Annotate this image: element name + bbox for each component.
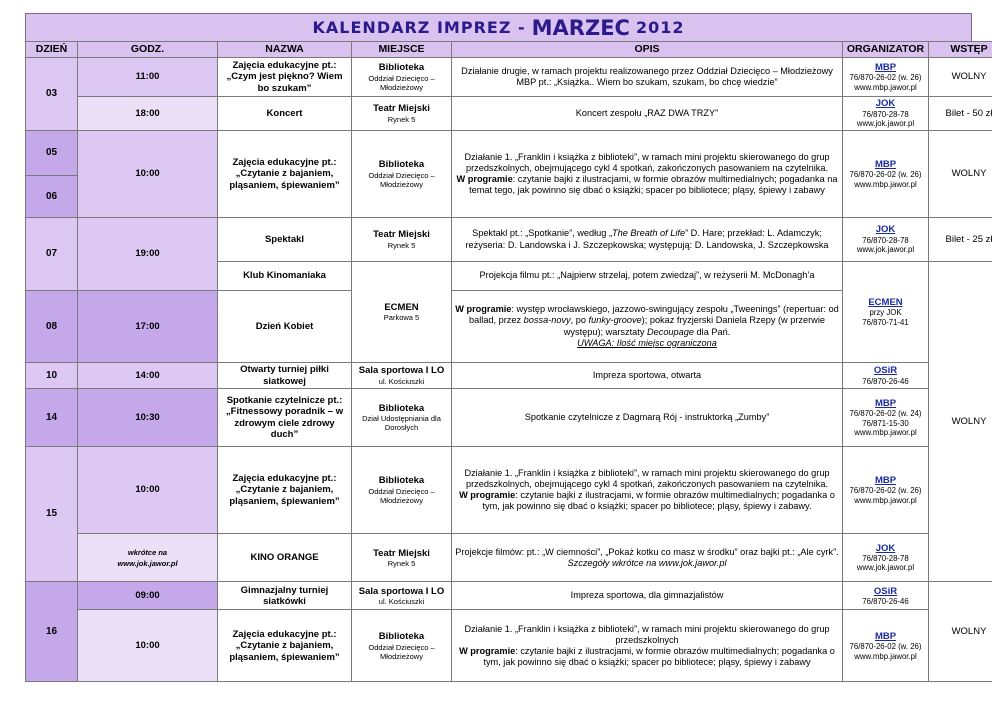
org-link[interactable]: MBP [874, 630, 897, 642]
desc-cell [452, 534, 843, 582]
event-name: Otwarty turniej piłki siatkowej [218, 363, 352, 389]
org-link[interactable]: OSiR [873, 585, 898, 597]
time-note-link[interactable]: www.jok.jawor.pl [117, 558, 178, 568]
fee-cell: Bilet - 50 zł [929, 97, 992, 131]
org-www: www.mbp.jawor.pl [854, 82, 917, 92]
title-year: 2012 [635, 18, 685, 37]
org-www: www.jok.jawor.pl [856, 563, 915, 573]
desc-cell: Spotkanie czytelnicze z Dagmarą Rój - instruktorką „Zumby” [452, 389, 843, 447]
place-name: ECMEN [384, 301, 419, 313]
event-name: Spotkanie czytelnicze pt.: „Fitnessowy poradnik – w zdrowym ciele zdrowy duch” [218, 389, 352, 447]
desc-program-label: W programie [456, 174, 513, 184]
time-cell: 10:00 [78, 447, 218, 534]
place-cell [352, 447, 452, 534]
desc-cell: Impreza sportowa, dla gimnazjalistów [452, 582, 843, 610]
org-cell [843, 262, 929, 363]
desc-text: , po [570, 315, 589, 326]
org-link[interactable]: JOK [875, 98, 896, 110]
desc-text: ” D. Hare; przekład: L. Adamczyk; reżyseria: D. Landowska i J. Szczepkowska; występują: D. Landowska, J. Szczepkowska [465, 228, 829, 250]
header-desc: OPIS [452, 42, 843, 58]
event-name: Dzień Kobiet [218, 291, 352, 363]
place-name: Biblioteka [378, 631, 425, 643]
fee-cell: Bilet - 25 zł [929, 218, 992, 262]
place-sub: Rynek 5 [387, 114, 416, 124]
desc-text: Projekcje filmów: pt.: „W ciemności”, „Pokaż kotku co masz w środku” oraz bajki pt.: „Ale cyrk”. [455, 546, 839, 557]
org-link[interactable]: ECMEN [868, 296, 903, 308]
table-row [26, 58, 992, 97]
place-cell [352, 58, 452, 97]
header-fee: WSTĘP [929, 42, 992, 58]
time-cell: 10:30 [78, 389, 218, 447]
org-link[interactable]: JOK [875, 224, 896, 236]
desc-text: dla Pań. [693, 326, 731, 337]
day-cell: 03 [26, 58, 78, 131]
event-name: Zajęcia edukacyjne pt.: „Czym jest piękno? Wiem bo szukam” [218, 58, 352, 97]
place-sub: Rynek 5 [387, 558, 416, 568]
calendar-title [25, 13, 972, 41]
header-row [26, 42, 992, 58]
place-cell [352, 610, 452, 682]
place-name: Teatr Miejski [373, 547, 430, 559]
org-phone: 76/870-28-78 [862, 554, 909, 564]
org-sub: przy JOK [869, 308, 902, 318]
time-cell: 11:00 [78, 58, 218, 97]
place-sub: ul. Kościuszki [378, 376, 425, 386]
org-www: www.mbp.jawor.pl [854, 651, 917, 661]
org-phone: 76/870-26-46 [862, 596, 909, 606]
place-cell [352, 262, 452, 363]
desc-text: funky-groove [588, 315, 642, 326]
place-cell [352, 97, 452, 131]
org-cell [843, 363, 929, 389]
desc-cell: Impreza sportowa, otwarta [452, 363, 843, 389]
desc-cell [452, 610, 843, 682]
event-name: Zajęcia edukacyjne pt.: „Czytanie z bajaniem, pląsaniem, śpiewaniem” [218, 447, 352, 534]
org-link[interactable]: MBP [874, 61, 897, 73]
time-cell: 10:00 [78, 131, 218, 218]
day-cell: 07 [26, 218, 78, 291]
desc-cell: Projekcja filmu pt.: „Najpierw strzelaj, potem zwiedzaj”, w reżyserii M. McDonagh’a [452, 262, 843, 291]
place-name: Biblioteka [378, 475, 425, 487]
desc-cell: Koncert zespołu „RAZ DWA TRZY” [452, 97, 843, 131]
place-sub: ul. Kościuszki [378, 597, 425, 607]
desc-text: ); pokaz fryzjerski Daniela Rzepy (w przerwie występu); warsztaty [563, 315, 825, 337]
org-cell [843, 610, 929, 682]
place-sub: Oddział Dziecięco – Młodzieżowy [368, 486, 435, 505]
time-cell: 17:00 [78, 291, 218, 363]
org-phone: 76/870-26-02 (w. 26) [849, 642, 922, 652]
desc-text: bossa-novy [523, 315, 571, 326]
place-cell [352, 363, 452, 389]
org-cell [843, 582, 929, 610]
time-cell: 09:00 [78, 582, 218, 610]
desc-cell: Działanie drugie, w ramach projektu realizowanego przez Oddział Dziecięco – Młodzieżowy MBP pt.: „Książka.. Wiem bo szukam, szukam, bo chcę wiedzie” [452, 58, 843, 97]
place-name: Biblioteka [378, 62, 425, 74]
events-table [25, 41, 992, 682]
place-name: Teatr Miejski [373, 103, 430, 115]
event-name: Koncert [218, 97, 352, 131]
desc-text: : czytanie bajki z ilustracjami, w formie obrazów multimedialnych; pogadanka na temat tego, jak powinno się dbać o książki; spacer po bibliotece; pląsy, śpiewy i zabawy [469, 174, 838, 196]
org-cell [843, 447, 929, 534]
calendar-page [25, 13, 992, 682]
org-phone: 76/870-26-02 (w. 26) [849, 170, 922, 180]
table-row [26, 610, 992, 682]
org-phone: 76/870-28-78 [862, 235, 909, 245]
org-phone: 76/870-26-02 (w. 26) [849, 486, 922, 496]
header-day: DZIEŃ [26, 42, 78, 58]
desc-text: : czytanie bajki z ilustracjami, w formie obrazów multimedialnych; pogadanka o tym, jak powinno się dbać o książki; spacer po bibliotece; pląsy, śpiewy i zabawy [483, 645, 835, 667]
org-link[interactable]: OSiR [873, 365, 898, 377]
org-phone: 76/870-28-78 [862, 109, 909, 119]
place-sub: Oddział Dziecięco – Młodzieżowy [368, 170, 435, 189]
place-cell [352, 389, 452, 447]
desc-text: Działanie 1. „Franklin i książka z biblioteki”, w ramach mini projektu skierowanego do grup przedszkolnych, obejmującego cykl 4 spotkań, zakończonych pasowaniem na czytelnika. [464, 151, 830, 173]
org-phone: 76/870-26-46 [862, 376, 909, 386]
desc-text: Działanie 1. „Franklin i książka z biblioteki”, w ramach mini projektu skierowanego do grup przedszkolnych [464, 623, 830, 645]
org-link[interactable]: MBP [874, 158, 897, 170]
table-row [26, 582, 992, 610]
desc-text: Decoupage [646, 326, 694, 337]
place-sub: Oddział Dziecięco – Młodzieżowy [368, 73, 435, 92]
place-cell [352, 218, 452, 262]
event-name: Zajęcia edukacyjne pt.: „Czytanie z bajaniem, pląsaniem, śpiewaniem” [218, 610, 352, 682]
desc-text: : czytanie bajki z ilustracjami, w formie obrazów multimedialnych; pogadanka o tym, jak powinno się dbać o książki; spacer po bibliotece; pląsy, śpiewy i zabawy. [482, 490, 835, 512]
desc-program-label: W programie [459, 645, 516, 656]
place-name: Sala sportowa I LO [358, 365, 445, 377]
org-phone: 76/870-26-02 (w. 24) [849, 409, 922, 419]
place-sub: Parkowa 5 [383, 313, 420, 323]
fee-cell: WOLNY [929, 262, 992, 582]
place-cell [352, 131, 452, 218]
org-www: www.jok.jawor.pl [856, 245, 915, 255]
table-row [26, 534, 992, 582]
place-cell [352, 582, 452, 610]
event-name: Klub Kinomaniaka [218, 262, 352, 291]
event-name: Spektakl [218, 218, 352, 262]
event-name: KINO ORANGE [218, 534, 352, 582]
org-cell [843, 218, 929, 262]
org-www: www.mbp.jawor.pl [854, 427, 917, 437]
desc-text: : występ wrocławskiego, jazzowo-swingujący zespołu „Tweenings” (repertuar: od ballad, przez [469, 304, 839, 326]
place-sub: Dział Udostępniania dla Dorosłych [362, 414, 441, 433]
time-cell [78, 534, 218, 582]
event-name: Zajęcia edukacyjne pt.: „Czytanie z bajaniem, pląsaniem, śpiewaniem” [218, 131, 352, 218]
org-link[interactable]: JOK [875, 542, 896, 554]
place-name: Biblioteka [378, 159, 425, 171]
time-cell: 14:00 [78, 363, 218, 389]
place-name: Sala sportowa I LO [358, 585, 445, 597]
org-phone: 76/870-71-41 [862, 317, 909, 327]
org-www: www.mbp.jawor.pl [854, 179, 917, 189]
event-name: Gimnazjalny turniej siatkówki [218, 582, 352, 610]
desc-text: Spektakl pt.: „Spotkanie”, według „ [472, 228, 613, 239]
header-name: NAZWA [218, 42, 352, 58]
org-cell [843, 97, 929, 131]
header-organizer: ORGANIZATOR [843, 42, 929, 58]
place-name: Teatr Miejski [373, 229, 430, 241]
desc-text: The Breath of Life [612, 228, 686, 239]
table-row [26, 218, 992, 262]
desc-cell [452, 447, 843, 534]
org-cell [843, 58, 929, 97]
place-name: Biblioteka [378, 402, 425, 414]
org-cell [843, 389, 929, 447]
desc-text: Szczegóły wkrótce na www.jok.jawor.pl [567, 557, 727, 568]
desc-cell [452, 131, 843, 218]
place-cell [352, 534, 452, 582]
desc-program-label: W programie [459, 490, 516, 500]
day-cell: 08 [26, 291, 78, 363]
time-cell: 10:00 [78, 610, 218, 682]
fee-cell: WOLNY [929, 131, 992, 218]
fee-cell: WOLNY [929, 582, 992, 682]
table-row [26, 389, 992, 447]
org-phone: 76/871-15-30 [862, 418, 909, 428]
org-cell [843, 131, 929, 218]
table-row [26, 131, 992, 176]
day-cell: 16 [26, 582, 78, 682]
table-row [26, 447, 992, 534]
header-time: GODZ. [78, 42, 218, 58]
place-sub: Rynek 5 [387, 240, 416, 250]
title-month: MARZEC [531, 15, 630, 40]
desc-cell [452, 218, 843, 262]
day-cell: 15 [26, 447, 78, 582]
desc-program-label: W programie [455, 304, 512, 315]
desc-warning: UWAGA: Ilość miejsc ograniczona [577, 337, 717, 348]
day-cell: 05 [26, 131, 78, 176]
org-www: www.mbp.jawor.pl [854, 495, 917, 505]
org-link[interactable]: MBP [874, 474, 897, 486]
org-cell [843, 534, 929, 582]
header-place: MIEJSCE [352, 42, 452, 58]
desc-cell [452, 291, 843, 363]
org-www: www.jok.jawor.pl [856, 119, 915, 129]
day-cell: 10 [26, 363, 78, 389]
table-row [26, 97, 992, 131]
desc-text: Działanie 1. „Franklin i książka z biblioteki”, w ramach mini projektu skierowanego do grup przedszkolnych, obejmującego cykl 4 spotkań, zakończonych pasowaniem na czytelnika. [464, 467, 830, 489]
org-link[interactable]: MBP [874, 397, 897, 409]
day-cell: 14 [26, 389, 78, 447]
place-sub: Oddział Dziecięco – Młodzieżowy [368, 642, 435, 661]
time-cell: 19:00 [78, 218, 218, 291]
fee-cell: WOLNY [929, 58, 992, 97]
title-part1: KALENDARZ IMPREZ - [312, 18, 526, 37]
time-cell: 18:00 [78, 97, 218, 131]
time-note: wkrótce na [127, 547, 168, 557]
org-phone: 76/870-26-02 (w. 26) [849, 73, 922, 83]
table-row [26, 363, 992, 389]
day-cell: 06 [26, 176, 78, 218]
